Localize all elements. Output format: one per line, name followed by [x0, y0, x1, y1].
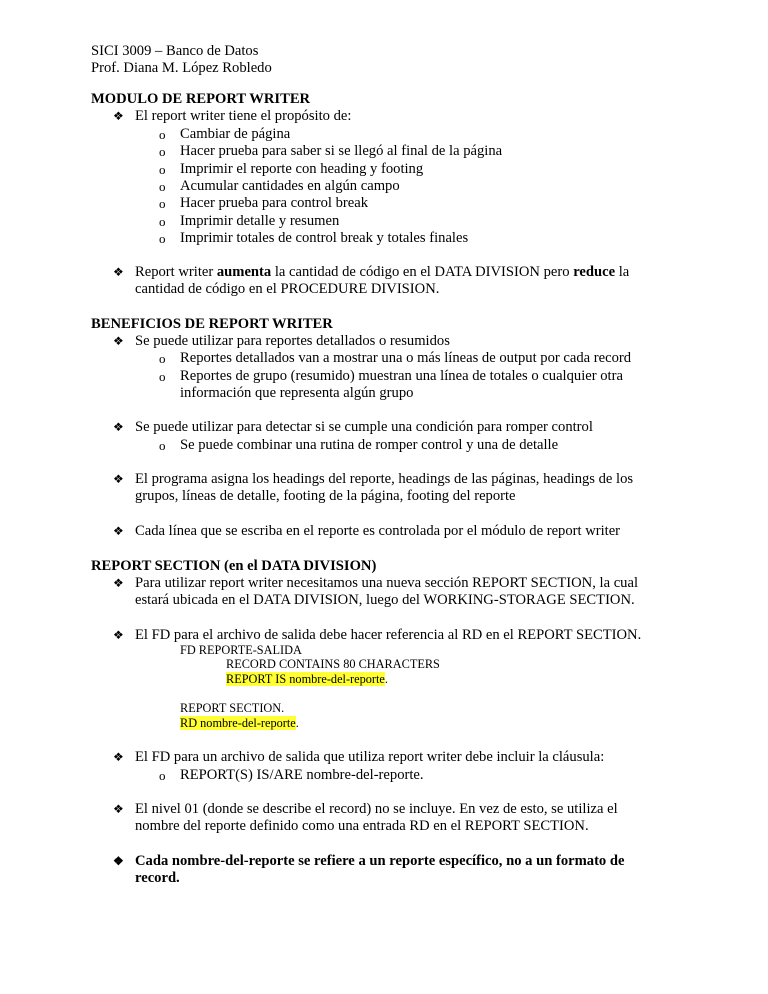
- bullet-item: ❖ El nivel 01 (donde se describe el record) no se incluye. En vez de esto, se utiliza el nombre del reporte definido como una entrada RD en el REPORT SECTION.: [113, 801, 618, 835]
- bullet-item: ❖ Se puede utilizar para reportes detallados o resumidos: [113, 333, 450, 349]
- diamond-bullet-icon: ❖: [113, 802, 124, 816]
- course-title: SICI 3009 – Banco de Datos: [91, 43, 259, 59]
- circle-bullet-icon: o: [159, 768, 166, 783]
- bullet-item: ❖ Report writer aumenta la cantidad de código en el DATA DIVISION pero reduce la cantidad de código en el PROCEDURE DIVISION.: [113, 264, 630, 298]
- diamond-bullet-icon: ❖: [113, 420, 124, 434]
- code-rd-line: RD nombre-del-reporte.: [180, 716, 299, 730]
- sub-item: o Reportes de grupo (resumido) muestran una línea de totales o cualquier otra información que representa algún grupo: [159, 368, 623, 402]
- sub-item: o Reportes detallados van a mostrar una o más líneas de output por cada record: [159, 350, 632, 366]
- code-report-is-line: REPORT IS nombre-del-reporte.: [226, 672, 388, 686]
- highlighted-text: RD nombre-del-reporte: [180, 716, 296, 730]
- document-header: [91, 43, 272, 78]
- diamond-bullet-icon: ❖: [113, 472, 124, 486]
- bullet-item: ❖ Cada línea que se escriba en el reporte es controlada por el módulo de report writer: [113, 523, 621, 539]
- bullet-item: ❖ El FD para un archivo de salida que utiliza report writer debe incluir la cláusula:: [113, 749, 605, 765]
- code-report-section-line: REPORT SECTION.: [180, 701, 285, 715]
- diamond-bullet-icon: ❖: [113, 854, 124, 868]
- circle-bullet-icon: o: [159, 214, 166, 229]
- code-record-line: RECORD CONTAINS 80 CHARACTERS: [226, 657, 440, 671]
- section-title-benefits: BENEFICIOS DE REPORT WRITER: [91, 316, 333, 332]
- sub-item: o Se puede combinar una rutina de romper control y una de detalle: [159, 437, 559, 453]
- bullet-item: ❖ El programa asigna los headings del reporte, headings de las páginas, headings de los grupos, líneas de detalle, footing de la página, footing del reporte: [113, 471, 634, 505]
- circle-bullet-icon: o: [159, 127, 166, 142]
- circle-bullet-icon: o: [159, 438, 166, 453]
- bullet-item: ❖ El FD para el archivo de salida debe hacer referencia al RD en el REPORT SECTION.: [113, 627, 642, 643]
- sub-item: o Imprimir totales de control break y totales finales: [159, 230, 469, 246]
- diamond-bullet-icon: ❖: [113, 265, 124, 279]
- diamond-bullet-icon: ❖: [113, 524, 124, 538]
- circle-bullet-icon: o: [159, 196, 166, 211]
- sub-item: o Imprimir detalle y resumen: [159, 213, 340, 229]
- bullet-item: ❖ El report writer tiene el propósito de:: [113, 108, 352, 124]
- circle-bullet-icon: o: [159, 351, 166, 366]
- diamond-bullet-icon: ❖: [113, 109, 124, 123]
- sub-item: o Imprimir el reporte con heading y footing: [159, 161, 424, 177]
- diamond-bullet-icon: ❖: [113, 750, 124, 764]
- bullet-item: ❖ Se puede utilizar para detectar si se cumple una condición para romper control: [113, 419, 593, 435]
- circle-bullet-icon: o: [159, 162, 166, 177]
- highlighted-text: REPORT IS nombre-del-reporte: [226, 672, 385, 686]
- professor-name: Prof. Diana M. López Robledo: [91, 60, 272, 77]
- code-fd-line: FD REPORTE-SALIDA: [180, 643, 302, 657]
- sub-item: o REPORT(S) IS/ARE nombre-del-reporte.: [159, 767, 424, 783]
- bullet-item: ❖ Cada nombre-del-reporte se refiere a un reporte específico, no a un formato de record.: [113, 853, 625, 887]
- circle-bullet-icon: o: [159, 369, 166, 384]
- sub-item: o Hacer prueba para control break: [159, 195, 368, 211]
- sub-item: o Cambiar de página: [159, 126, 291, 142]
- sub-item: o Acumular cantidades en algún campo: [159, 178, 400, 194]
- diamond-bullet-icon: ❖: [113, 334, 124, 348]
- circle-bullet-icon: o: [159, 231, 166, 246]
- section-title-report-section: REPORT SECTION (en el DATA DIVISION): [91, 558, 377, 574]
- diamond-bullet-icon: ❖: [113, 628, 124, 642]
- sub-item: o Hacer prueba para saber si se llegó al final de la página: [159, 143, 503, 159]
- bullet-item: ❖ Para utilizar report writer necesitamos una nueva sección REPORT SECTION, la cual estará ubicada en el DATA DIVISION, luego del WORKING-STORAGE SECTION.: [113, 575, 638, 609]
- section-title-report-writer: MODULO DE REPORT WRITER: [91, 91, 311, 107]
- circle-bullet-icon: o: [159, 144, 166, 159]
- circle-bullet-icon: o: [159, 179, 166, 194]
- diamond-bullet-icon: ❖: [113, 576, 124, 590]
